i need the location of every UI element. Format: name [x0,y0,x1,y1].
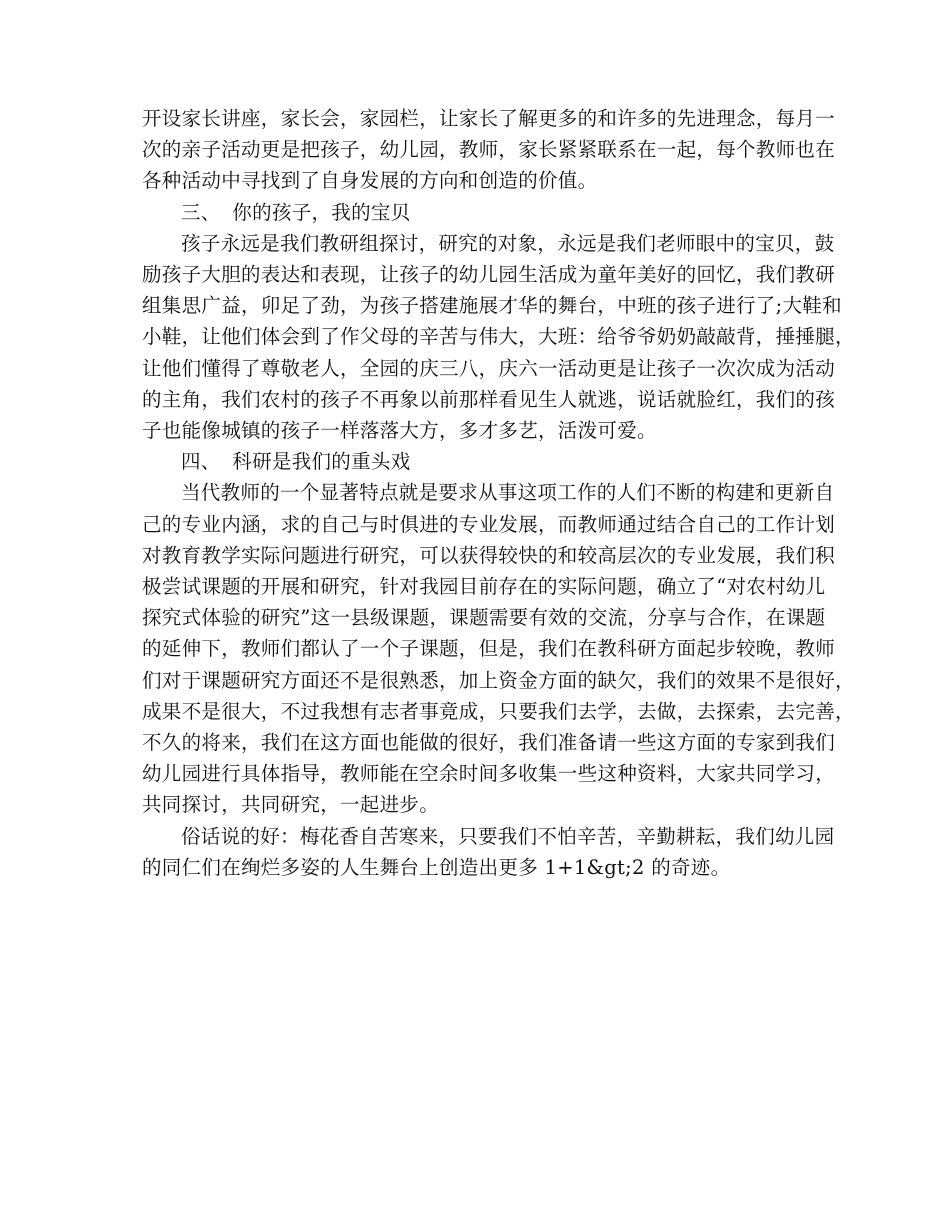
text-line: 组集思广益，卯足了劲，为孩子搭建施展才华的舞台，中班的孩子进行了;大鞋和 [142,294,842,318]
text-line: 子也能像城镇的孩子一样落落大方，多才多艺，活泼可爱。 [142,419,657,443]
text-line: 让他们懂得了尊敬老人，全园的庆三八，庆六一活动更是让孩子一次次成为活动 [142,356,836,380]
section-heading-4 [142,446,808,477]
text-line: 孩子永远是我们教研组探讨，研究的对象，永远是我们老师眼中的宝贝，鼓 [181,231,835,255]
text-line: 当代教师的一个显著特点就是要求从事这项工作的人们不断的构建和更新自 [181,481,835,505]
paragraph-parent-activities [142,103,836,197]
heading-title: 你的孩子，我的宝贝 [232,200,411,224]
text-line: 小鞋，让他们体会到了作父母的辛苦与伟大，大班：给爷爷奶奶敲敲背，捶捶腿， [142,325,855,349]
text-line: 对教育教学实际问题进行研究，可以获得较快的和较高层次的专业发展，我们积 [142,543,836,567]
paragraph-children [142,228,855,446]
paragraph-research [142,477,855,820]
text-line: 次的亲子活动更是把孩子，幼儿园，教师，家长紧紧联系在一起，每个教师也在 [142,138,836,162]
text-line: 探究式体验的研究”这一县级课题，课题需要有效的交流，分享与合作，在课题 [142,606,826,630]
heading-title: 科研是我们的重头戏 [232,450,411,474]
heading-number: 四、 [181,450,221,474]
text-line: 的主角，我们农村的孩子不再象以前那样看见生人就逃，说话就脸红，我们的孩 [142,387,836,411]
text-line: 己的专业内涵，求的自己与时俱进的专业发展，而教师通过结合自己的工作计划 [142,512,836,536]
text-line: 的同仁们在绚烂多姿的人生舞台上创造出更多 1+1&gt;2 的奇迹。 [142,855,731,879]
section-heading-3 [142,197,808,228]
paragraph-conclusion [142,821,835,883]
heading-number: 三、 [181,200,221,224]
document-body [142,103,855,883]
text-line: 的延伸下，教师们都认了一个子课题，但是，我们在教科研方面起步较晚，教师 [142,637,836,661]
text-line: 开设家长讲座，家长会，家园栏，让家长了解更多的和许多的先进理念，每月一 [142,107,836,130]
text-line: 励孩子大胆的表达和表现，让孩子的幼儿园生活成为童年美好的回忆，我们教研 [142,263,836,287]
text-line: 幼儿园进行具体指导，教师能在空余时间多收集一些这种资料，大家共同学习， [142,762,836,786]
text-line: 各种活动中寻找到了自身发展的方向和创造的价值。 [142,169,598,193]
text-line: 成果不是很大，不过我想有志者事竟成，只要我们去学，去做，去探索，去完善， [142,699,855,723]
text-line: 俗话说的好：梅花香自苦寒来，只要我们不怕辛苦，辛勤耕耘，我们幼儿园 [181,824,835,848]
text-line: 共同探讨，共同研究，一起进步。 [142,793,440,817]
text-line: 极尝试课题的开展和研究，针对我园目前存在的实际问题，确立了“对农村幼儿 [142,575,826,599]
text-line: 们对于课题研究方面还不是很熟悉，加上资金方面的缺欠，我们的效果不是很好， [142,668,855,692]
text-line: 不久的将来，我们在这方面也能做的很好，我们准备请一些这方面的专家到我们 [142,731,836,755]
